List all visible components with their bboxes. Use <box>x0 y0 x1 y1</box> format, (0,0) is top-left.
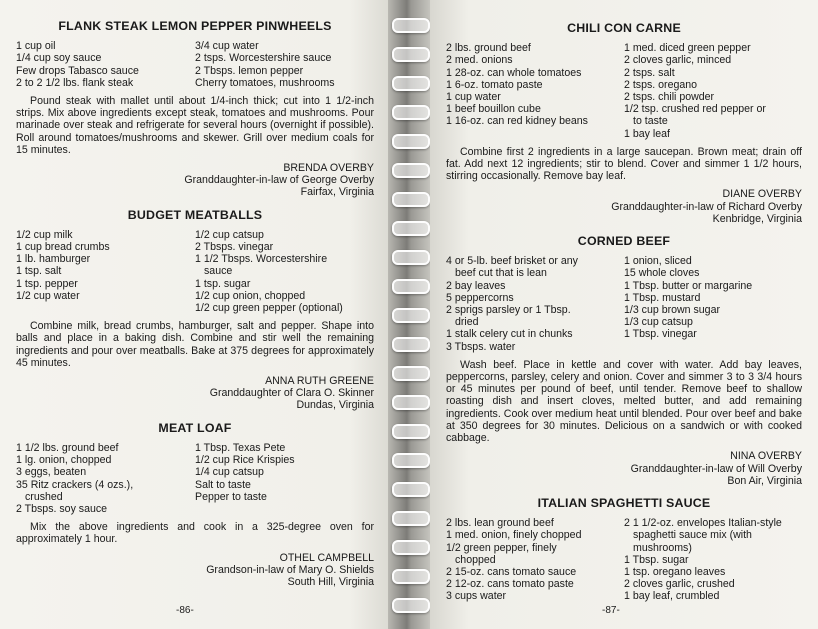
contributor-detail: Granddaughter-in-law of Will Overby <box>630 462 802 475</box>
recipe-title: MEAT LOAF <box>158 420 232 435</box>
binding-ring <box>392 163 430 178</box>
ingredient-column <box>16 40 195 89</box>
ingredient-line: 1 Tbsp. Texas Pete <box>195 441 286 454</box>
contributor-name: BRENDA OVERBY <box>283 162 374 175</box>
ingredient-line: 1/3 cup brown sugar <box>624 304 720 317</box>
contributor-name: OTHEL CAMPBELL <box>279 551 374 564</box>
recipe-title: CHILI CON CARNE <box>567 21 681 35</box>
ingredient-list <box>16 229 374 314</box>
contributor-detail: Granddaughter-in-law of Richard Overby <box>611 200 802 213</box>
ingredient-column <box>195 442 374 515</box>
ingredient-line: 1 cup water <box>446 91 501 104</box>
ingredient-line: 1 Tbsp. sugar <box>624 553 689 566</box>
binding-ring <box>392 337 430 352</box>
ingredient-line: 1 med. onion, finely chopped <box>446 529 582 542</box>
ingredient-list <box>446 42 802 140</box>
ingredient-line: 1 6-oz. tomato paste <box>446 78 543 91</box>
ingredient-line: 2 tsps. oregano <box>624 78 698 91</box>
ingredient-line: 2 tsps. salt <box>624 66 675 79</box>
ingredient-column <box>195 229 374 314</box>
binding-ring <box>392 76 430 91</box>
ingredient-line: 2 15-oz. cans tomato sauce <box>446 565 577 578</box>
ingredient-line: 1 16-oz. can red kidney beans <box>446 115 588 128</box>
recipe-directions: Combine milk, bread crumbs, hamburger, salt and pepper. Shape into balls and place in a baking dish. Combine and stir well the remaining ingredients and pour over meatballs. Bake at 375 degrees for approximately 45 minutes. <box>16 320 374 369</box>
ingredient-line: 1 med. diced green pepper <box>624 42 751 55</box>
binding-ring <box>392 105 430 120</box>
ingredient-line: 1 lb. hamburger <box>16 253 91 266</box>
recipe-directions: Mix the above ingredients and cook in a 325-degree oven for approximately 1 hour. <box>16 521 374 546</box>
binding-ring <box>392 192 430 207</box>
binding-ring <box>392 569 430 584</box>
ingredient-line: 1/2 green pepper, finely <box>446 541 557 554</box>
ingredient-line: crushed <box>25 490 63 503</box>
ingredient-line: 35 Ritz crackers (4 ozs.), <box>16 478 134 491</box>
ingredient-line: 1/2 cup water <box>16 289 80 302</box>
ingredient-column <box>624 517 802 602</box>
ingredient-line: 2 1 1/2-oz. envelopes Italian-style <box>624 517 782 530</box>
ingredient-line: Salt to taste <box>195 478 251 491</box>
recipe-title: ITALIAN SPAGHETTI SAUCE <box>537 495 711 510</box>
contributor-detail: Dundas, Virginia <box>296 399 374 412</box>
ingredient-line: 3 eggs, beaten <box>16 466 87 479</box>
ingredient-line: 2 Tbsps. soy sauce <box>16 502 108 515</box>
binding-ring <box>392 453 430 468</box>
ingredient-line: 1/3 cup catsup <box>624 316 693 329</box>
ingredient-column <box>16 229 195 314</box>
ingredient-line: 1 cup bread crumbs <box>16 241 110 254</box>
ingredient-line: 1 1/2 lbs. ground beef <box>16 441 119 454</box>
ingredient-line: 2 cloves garlic, minced <box>624 54 732 67</box>
ingredient-line: mushrooms) <box>633 541 692 554</box>
contributor-detail: South Hill, Virginia <box>287 575 374 588</box>
left-page <box>0 0 388 629</box>
ingredient-line: 1 lg. onion, chopped <box>16 454 112 467</box>
ingredient-line: Few drops Tabasco sauce <box>16 64 139 77</box>
ingredient-list <box>16 40 374 89</box>
ingredient-column <box>16 442 195 515</box>
binding-ring <box>392 250 430 265</box>
ingredient-line: 1 onion, sliced <box>624 255 692 268</box>
binding-ring <box>392 424 430 439</box>
ingredient-line: chopped <box>455 553 496 566</box>
recipe-directions: Pound steak with mallet until about 1/4-inch thick; cut into 1 1/2-inch strips. Mix above ingredients except steak, tomatoes and mushrooms. Pour marinade over steak and refrigerate for several hours (overnight if possible). Roll around tomatoes/mushrooms and skewer. Grill over medium coals for 15 minutes. <box>16 95 374 156</box>
ingredient-line: 2 med. onions <box>446 54 513 67</box>
recipe-title: BUDGET MEATBALLS <box>127 207 263 222</box>
page-number-right: -87- <box>602 604 620 616</box>
binding-ring <box>392 308 430 323</box>
ingredient-line: 2 Tbsps. vinegar <box>195 241 274 254</box>
ingredient-line: Cherry tomatoes, mushrooms <box>195 76 335 89</box>
ingredient-line: 1 Tbsp. mustard <box>624 291 701 304</box>
ingredient-line: 4 or 5-lb. beef brisket or any <box>446 255 578 268</box>
ingredient-column <box>446 42 624 140</box>
ingredient-line: 1 tsp. sugar <box>195 277 251 290</box>
ingredient-line: 3 cups water <box>446 590 507 603</box>
recipe <box>16 422 374 588</box>
ingredient-line: 2 Tbsps. lemon pepper <box>195 64 304 77</box>
ingredient-line: sauce <box>204 265 233 278</box>
binding-ring <box>392 134 430 149</box>
ingredient-line: 1/2 cup catsup <box>195 228 264 241</box>
right-recipes <box>446 22 802 603</box>
contributor-name: NINA OVERBY <box>730 450 802 463</box>
ingredient-line: 1 Tbsp. vinegar <box>624 328 697 341</box>
recipe-credit <box>16 162 374 199</box>
ingredient-line: 1/2 cup green pepper (optional) <box>195 302 343 315</box>
recipe <box>16 209 374 412</box>
ingredient-line: 1/2 cup Rice Krispies <box>195 454 295 467</box>
recipe <box>446 235 802 487</box>
ingredient-line: 3 Tbsps. water <box>446 340 516 353</box>
ingredient-line: 1/2 tsp. crushed red pepper or <box>624 103 766 116</box>
ingredient-line: 2 tsps. chili powder <box>624 91 715 104</box>
ingredient-line: 15 whole cloves <box>624 267 700 280</box>
ingredient-line: 1/4 cup soy sauce <box>16 52 102 65</box>
page-number-left: -86- <box>176 604 194 616</box>
ingredient-line: 3/4 cup water <box>195 40 259 53</box>
recipe <box>16 20 374 199</box>
ingredient-line: Pepper to taste <box>195 490 267 503</box>
ingredient-column <box>446 255 624 353</box>
ingredient-list <box>446 255 802 353</box>
ingredient-line: 1 beef bouillon cube <box>446 103 541 116</box>
ingredient-list <box>16 442 374 515</box>
contributor-detail: Granddaughter-in-law of George Overby <box>184 174 374 187</box>
ingredient-line: 2 12-oz. cans tomato paste <box>446 578 574 591</box>
recipe-title: FLANK STEAK LEMON PEPPER PINWHEELS <box>58 19 332 33</box>
binding-ring <box>392 47 430 62</box>
ingredient-line: 2 to 2 1/2 lbs. flank steak <box>16 76 134 89</box>
ingredient-line: 2 bay leaves <box>446 279 506 292</box>
contributor-detail: Grandson-in-law of Mary O. Shields <box>206 563 374 576</box>
binding-ring <box>392 511 430 526</box>
ingredient-line: beef cut that is lean <box>455 267 547 280</box>
ingredient-line: 1 28-oz. can whole tomatoes <box>446 66 582 79</box>
ingredient-line: spaghetti sauce mix (with <box>633 529 752 542</box>
ingredient-column <box>624 42 802 140</box>
recipe-title: CORNED BEEF <box>577 234 671 249</box>
binding-ring <box>392 482 430 497</box>
binding-ring <box>392 598 430 613</box>
recipe <box>446 497 802 603</box>
recipe-credit <box>446 450 802 487</box>
ingredient-line: 1 cup oil <box>16 40 56 53</box>
ingredient-line: 1 stalk celery cut in chunks <box>446 328 573 341</box>
ingredient-column <box>195 40 374 89</box>
ingredient-line: 1 bay leaf, crumbled <box>624 590 720 603</box>
ingredient-column <box>624 255 802 353</box>
ingredient-line: 2 sprigs parsley or 1 Tbsp. <box>446 304 571 317</box>
contributor-name: DIANE OVERBY <box>722 188 802 201</box>
contributor-detail: Fairfax, Virginia <box>300 186 374 199</box>
ingredient-line: 1/4 cup catsup <box>195 466 264 479</box>
ingredient-line: 1 Tbsp. butter or margarine <box>624 279 753 292</box>
recipe-credit <box>446 188 802 225</box>
binding-ring <box>392 18 430 33</box>
ingredient-line: 1 tsp. salt <box>16 265 62 278</box>
binding-ring <box>392 366 430 381</box>
recipe-credit <box>16 552 374 589</box>
ingredient-line: 1 tsp. oregano leaves <box>624 565 726 578</box>
recipe-credit <box>16 375 374 412</box>
ingredient-line: dried <box>455 316 479 329</box>
contributor-detail: Granddaughter of Clara O. Skinner <box>209 387 374 400</box>
contributor-detail: Kenbridge, Virginia <box>712 212 802 225</box>
ingredient-line: 2 cloves garlic, crushed <box>624 578 735 591</box>
recipe-directions: Combine first 2 ingredients in a large saucepan. Brown meat; drain off fat. Add next 12 ingredients; stir to blend. Cover and simmer 1 1/2 hours, stirring occasionally. Remove bay leaf. <box>446 145 802 183</box>
ingredient-line: 1 bay leaf <box>624 127 670 140</box>
recipe <box>446 22 802 225</box>
ingredient-line: 2 lbs. ground beef <box>446 42 531 55</box>
ingredient-line: 2 tsps. Worcestershire sauce <box>195 52 332 65</box>
ingredient-line: to taste <box>633 115 668 128</box>
recipe-directions: Wash beef. Place in kettle and cover with water. Add bay leaves, peppercorns, parsley, celery and onion. Cover and simmer 3 to 3 3/4 hours or 45 minutes per pound of beef, until tender. Remove beef to shallow roasting dish and insert cloves, melted butter, and add remaining ingredients. Cook over medium heat until blended. Pour over beef and bake at 350 degrees for 30 minutes. Delicious on a sandwich or with cooked cabbage. <box>446 358 802 445</box>
ingredient-line: 1/2 cup onion, chopped <box>195 289 306 302</box>
left-recipes <box>16 20 374 588</box>
ingredient-line: 1 1/2 Tbsps. Worcestershire <box>195 253 328 266</box>
ingredient-line: 1 tsp. pepper <box>16 277 78 290</box>
ingredient-column <box>446 517 624 602</box>
right-page <box>430 0 818 629</box>
binding-ring <box>392 279 430 294</box>
ingredient-line: 5 peppercorns <box>446 291 514 304</box>
binding-ring <box>392 540 430 555</box>
ingredient-list <box>446 517 802 602</box>
binding-ring <box>392 395 430 410</box>
ingredient-line: 1/2 cup milk <box>16 228 73 241</box>
contributor-name: ANNA RUTH GREENE <box>265 375 374 388</box>
ingredient-line: 2 lbs. lean ground beef <box>446 517 554 530</box>
contributor-detail: Bon Air, Virginia <box>727 474 802 487</box>
binding-ring <box>392 221 430 236</box>
